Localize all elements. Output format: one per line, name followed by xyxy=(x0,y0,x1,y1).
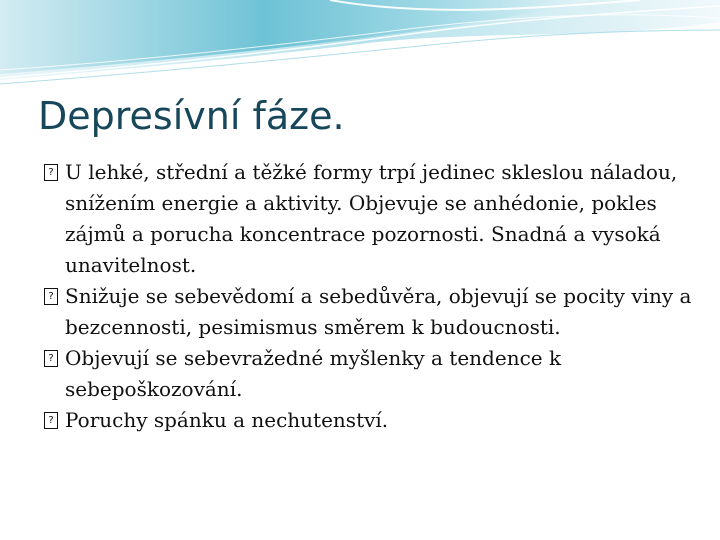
missing-glyph-bullet-icon: ? xyxy=(44,164,58,181)
bullet-text: Objevují se sebevražedné myšlenky a tendence k sebepoškozování. xyxy=(65,346,562,401)
missing-glyph-bullet-icon: ? xyxy=(44,412,58,429)
missing-glyph-bullet-icon: ? xyxy=(44,288,58,305)
bullet-list xyxy=(44,157,694,436)
bullet-text: U lehké, střední a těžké formy trpí jedinec skleslou náladou, snížením energie a aktivity. Objevuje se anhédonie, pokles zájmů a porucha koncentrace pozornosti. Snadná a vysoká unavitelnost. xyxy=(65,160,678,277)
bullet-text: Poruchy spánku a nechutenství. xyxy=(65,408,389,432)
decorative-wave-banner xyxy=(0,0,720,90)
bullet-item xyxy=(44,281,694,343)
bullet-item xyxy=(44,343,694,405)
bullet-item xyxy=(44,157,694,281)
bullet-text: Snižuje se sebevědomí a sebedůvěra, objevují se pocity viny a bezcennosti, pesimismus směrem k budoucnosti. xyxy=(65,284,692,339)
bullet-item xyxy=(44,405,694,436)
missing-glyph-bullet-icon: ? xyxy=(44,350,58,367)
slide-title: Depresívní fáze. xyxy=(38,94,345,138)
